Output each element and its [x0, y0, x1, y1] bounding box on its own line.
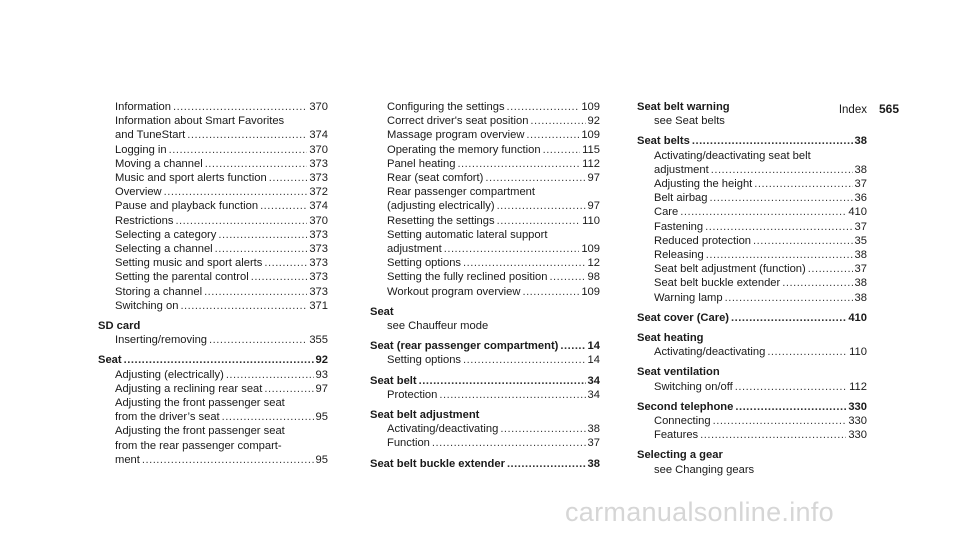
entry-page: 97 [587, 172, 600, 185]
entry-term: Selecting a gear [637, 449, 723, 462]
entry-term: Moving a channel [115, 157, 203, 170]
index-entry [637, 163, 867, 177]
entry-term: Seat belt [370, 374, 417, 387]
dot-leader [705, 220, 852, 234]
entry-page: 97 [587, 200, 600, 213]
watermark: carmanualsonline.info [565, 497, 834, 527]
entry-page: 112 [582, 157, 600, 170]
entry-term: Seat belt buckle extender [654, 277, 781, 290]
entry-page: 37 [854, 263, 867, 276]
entry-page: 92 [587, 115, 600, 128]
entry-page: 373 [309, 243, 328, 256]
dot-leader [124, 353, 314, 367]
index-entry [98, 424, 328, 438]
entry-term: adjustment [654, 163, 709, 176]
entry-term: Setting the fully reclined position [387, 271, 548, 284]
index-entry [98, 157, 328, 171]
dot-leader [218, 228, 307, 242]
entry-term: Pause and playback function [115, 200, 259, 213]
dot-leader [543, 143, 581, 157]
entry-term: Adjusting the front passenger seat [115, 425, 285, 438]
entry-page: 115 [582, 143, 600, 156]
entry-term: Inserting/removing [115, 334, 208, 347]
entry-term: Seat [370, 305, 394, 318]
entry-page: 370 [309, 214, 328, 227]
entry-page: 35 [854, 234, 867, 247]
entry-term: and TuneStart [115, 129, 186, 142]
dot-leader [713, 414, 847, 428]
entry-page: 38 [587, 423, 600, 436]
index-entry [637, 331, 867, 345]
entry-page: 14 [587, 340, 600, 353]
entry-term: Correct driver's seat position [387, 115, 529, 128]
entry-page: 371 [309, 299, 328, 312]
dot-leader [142, 453, 314, 467]
index-entry [637, 234, 867, 248]
dot-leader [731, 311, 846, 325]
entry-term: Setting automatic lateral support [387, 228, 548, 241]
index-entry [98, 333, 328, 347]
dot-leader [808, 262, 853, 276]
dot-leader [735, 380, 847, 394]
index-entry [370, 242, 600, 256]
index-entry [98, 185, 328, 199]
entry-term: Rear (seat comfort) [387, 172, 484, 185]
entry-term: Fastening [654, 220, 704, 233]
dot-leader [530, 114, 585, 128]
dot-leader [251, 270, 308, 284]
entry-term: Seat cover (Care) [637, 311, 730, 324]
entry-term: Seat (rear passenger compartment) [370, 340, 559, 353]
entry-term: Seat belt adjustment (function) [654, 263, 806, 276]
entry-term: Seat [98, 354, 122, 367]
index-entry [98, 242, 328, 256]
entry-page: 374 [309, 129, 328, 142]
index-entry [98, 199, 328, 213]
dot-leader [725, 291, 853, 305]
index-entry [637, 311, 867, 325]
entry-page: 355 [309, 334, 328, 347]
index-entry [98, 285, 328, 299]
index-entry [98, 171, 328, 185]
index-entry [370, 319, 600, 333]
index-entry [637, 345, 867, 359]
entry-page: 37 [587, 437, 600, 450]
index-entry [98, 368, 328, 382]
dot-leader [209, 333, 307, 347]
entry-term: Warning lamp [654, 291, 723, 304]
entry-page: 38 [854, 291, 867, 304]
dot-leader [187, 128, 307, 142]
entry-term: Resetting the settings [387, 214, 495, 227]
dot-leader [507, 457, 586, 471]
index-entry [98, 228, 328, 242]
dot-leader [260, 199, 307, 213]
entry-term: Seat heating [637, 332, 704, 345]
index-entry [370, 185, 600, 199]
index-entry [98, 410, 328, 424]
dot-leader [175, 214, 307, 228]
page-number: 565 [878, 102, 899, 116]
entry-page: 95 [315, 453, 328, 466]
entry-term: Seat belt warning [637, 101, 730, 113]
index-entry [98, 299, 328, 313]
entry-term: Seat belts [637, 135, 690, 148]
entry-page: 98 [587, 271, 600, 284]
dot-leader [522, 285, 579, 299]
entry-term: Belt airbag [654, 192, 708, 205]
entry-page: 14 [587, 354, 600, 367]
index-entry [98, 256, 328, 270]
index-entry [98, 453, 328, 467]
dot-leader [497, 199, 586, 213]
dot-leader [560, 339, 585, 353]
index-entry [370, 143, 600, 157]
entry-term: Reduced protection [654, 234, 752, 247]
entry-term: Setting music and sport alerts [115, 257, 263, 270]
entry-term: from the rear passenger compart- [115, 439, 282, 452]
index-entry [637, 448, 867, 462]
entry-term: Operating the memory function [387, 143, 541, 156]
index-entry [637, 291, 867, 305]
index-entry [637, 177, 867, 191]
entry-page: 112 [849, 380, 867, 393]
dot-leader [164, 185, 308, 199]
entry-page: 370 [309, 143, 328, 156]
dot-leader [526, 128, 579, 142]
entry-term: Information about Smart Favorites [115, 115, 285, 128]
entry-page: 410 [848, 311, 867, 324]
index-entry [98, 319, 328, 333]
index-entry [370, 171, 600, 185]
entry-term: Adjusting a reclining rear seat [115, 382, 263, 395]
index-entry [98, 396, 328, 410]
index-entry [370, 388, 600, 402]
index-entry [637, 220, 867, 234]
index-entry [370, 305, 600, 319]
entry-term: Activating/deactivating [387, 423, 499, 436]
entry-page: 373 [309, 157, 328, 170]
entry-term: Function [387, 437, 430, 450]
dot-leader [215, 242, 308, 256]
index-entry [370, 228, 600, 242]
index-entry [370, 285, 600, 299]
dot-leader [432, 436, 586, 450]
entry-term: Activating/deactivating [654, 346, 766, 359]
index-entry [370, 436, 600, 450]
index-entry [370, 199, 600, 213]
index-entry [98, 439, 328, 453]
entry-term: Connecting [654, 415, 711, 428]
index-entry [637, 463, 867, 477]
entry-term: Switching on/off [654, 380, 733, 393]
dot-leader [173, 100, 307, 114]
entry-term: adjustment [387, 243, 442, 256]
entry-page: 110 [582, 214, 600, 227]
dot-leader [222, 410, 314, 424]
dot-leader [419, 374, 586, 388]
entry-term: Music and sport alerts function [115, 172, 267, 185]
dot-leader [169, 143, 308, 157]
index-entry [370, 157, 600, 171]
entry-term: Storing a channel [115, 285, 203, 298]
index-entry [370, 114, 600, 128]
entry-term: Seat belt adjustment [370, 409, 480, 422]
dot-leader [457, 157, 580, 171]
entry-page: 410 [848, 206, 867, 219]
entry-page: 373 [309, 271, 328, 284]
dot-leader [264, 256, 307, 270]
dot-leader [754, 177, 852, 191]
entry-page: 373 [309, 285, 328, 298]
index-entry [370, 422, 600, 436]
entry-term: Activating/deactivating seat belt [654, 149, 811, 162]
index-entry [98, 100, 328, 114]
dot-leader [205, 157, 308, 171]
index-entry [637, 365, 867, 379]
entry-page: 92 [315, 354, 328, 367]
dot-leader [735, 400, 846, 414]
entry-term: Seat belt buckle extender [370, 457, 505, 470]
entry-page: 372 [309, 186, 328, 199]
entry-term: see Changing gears [654, 463, 755, 476]
entry-page: 110 [849, 346, 867, 359]
entry-term: Setting options [387, 257, 462, 270]
dot-leader [269, 171, 308, 185]
index-entry [370, 457, 600, 471]
entry-term: Switching on [115, 299, 179, 312]
dot-leader [507, 100, 580, 114]
index-entry [637, 134, 867, 148]
entry-term: Selecting a category [115, 228, 217, 241]
index-entry [637, 276, 867, 290]
dot-leader [500, 422, 585, 436]
dot-leader [700, 428, 846, 442]
index-entry [370, 374, 600, 388]
index-column-2 [370, 100, 600, 471]
index-entry [637, 380, 867, 394]
index-entry [637, 100, 867, 114]
dot-leader [180, 299, 307, 313]
dot-leader [463, 256, 586, 270]
entry-term: Panel heating [387, 157, 456, 170]
index-entry [370, 128, 600, 142]
dot-leader [711, 163, 853, 177]
entry-term: (adjusting electrically) [387, 200, 495, 213]
entry-term: Logging in [115, 143, 167, 156]
entry-term: Adjusting the front passenger seat [115, 397, 285, 410]
index-entry [637, 414, 867, 428]
dot-leader [767, 345, 847, 359]
entry-term: see Seat belts [654, 115, 725, 128]
dot-leader [439, 388, 585, 402]
index-entry [370, 353, 600, 367]
index-entry [637, 400, 867, 414]
entry-term: Features [654, 429, 699, 442]
entry-page: 38 [854, 135, 867, 148]
entry-page: 330 [848, 400, 867, 413]
index-entry [98, 214, 328, 228]
dot-leader [463, 353, 586, 367]
entry-page: 95 [315, 411, 328, 424]
entry-term: Selecting a channel [115, 243, 213, 256]
index-entry [370, 256, 600, 270]
entry-term: Rear passenger compartment [387, 186, 535, 199]
index-entry [637, 149, 867, 163]
entry-page: 93 [315, 368, 328, 381]
entry-term: Massage program overview [387, 129, 525, 142]
entry-term: Adjusting the height [654, 178, 753, 191]
entry-term: Adjusting (electrically) [115, 368, 224, 381]
entry-term: Protection [387, 388, 438, 401]
dot-leader [753, 234, 853, 248]
index-entry [370, 214, 600, 228]
entry-term: see Chauffeur mode [387, 320, 489, 333]
entry-page: 38 [854, 163, 867, 176]
index-entry [637, 205, 867, 219]
entry-page: 109 [581, 101, 600, 113]
index-entry [370, 339, 600, 353]
entry-page: 373 [309, 172, 328, 185]
entry-term: Setting the parental control [115, 271, 249, 284]
dot-leader [680, 205, 846, 219]
entry-page: 330 [848, 415, 867, 428]
dot-leader [204, 285, 307, 299]
entry-term: SD card [98, 320, 141, 333]
dot-leader [485, 171, 585, 185]
entry-page: 109 [581, 129, 600, 142]
entry-term: Information [115, 101, 171, 113]
index-entry [370, 100, 600, 114]
entry-term: ment [115, 453, 140, 466]
entry-page: 37 [854, 220, 867, 233]
entry-page: 38 [854, 277, 867, 290]
index-column-3 [637, 100, 867, 477]
entry-term: Seat ventilation [637, 366, 720, 379]
index-entry [637, 191, 867, 205]
dot-leader [444, 242, 580, 256]
dot-leader [549, 270, 585, 284]
entry-page: 36 [854, 192, 867, 205]
entry-page: 38 [854, 249, 867, 262]
dot-leader [710, 191, 853, 205]
entry-page: 330 [848, 429, 867, 442]
dot-leader [706, 248, 853, 262]
entry-page: 37 [854, 178, 867, 191]
entry-term: Restrictions [115, 214, 174, 227]
index-entry [370, 270, 600, 284]
entry-term: from the driver’s seat [115, 411, 220, 424]
index-entry [98, 382, 328, 396]
index-entry [637, 262, 867, 276]
entry-page: 109 [581, 243, 600, 256]
index-entry [98, 353, 328, 367]
entry-page: 109 [581, 285, 600, 298]
index-entry [98, 270, 328, 284]
entry-term: Releasing [654, 249, 704, 262]
entry-term: Care [654, 206, 679, 219]
dot-leader [692, 134, 853, 148]
entry-page: 34 [587, 388, 600, 401]
entry-page: 373 [309, 228, 328, 241]
index-entry [637, 428, 867, 442]
entry-page: 12 [587, 257, 600, 270]
entry-page: 34 [587, 374, 600, 387]
dot-leader [226, 368, 314, 382]
entry-term: Configuring the settings [387, 101, 505, 113]
index-column-1 [98, 100, 328, 467]
entry-page: 374 [309, 200, 328, 213]
index-entry [98, 114, 328, 128]
entry-term: Workout program overview [387, 285, 521, 298]
index-entry [98, 143, 328, 157]
entry-page: 38 [587, 457, 600, 470]
dot-leader [782, 276, 852, 290]
entry-term: Second telephone [637, 400, 734, 413]
dot-leader [497, 214, 581, 228]
dot-leader [264, 382, 313, 396]
entry-page: 373 [309, 257, 328, 270]
entry-term: Setting options [387, 354, 462, 367]
entry-term: Overview [115, 186, 162, 199]
index-entry [370, 408, 600, 422]
header-label: Index [838, 104, 867, 116]
entry-page: 370 [309, 101, 328, 113]
index-entry [637, 114, 867, 128]
index-entry [98, 128, 328, 142]
index-entry [637, 248, 867, 262]
entry-page: 97 [315, 382, 328, 395]
